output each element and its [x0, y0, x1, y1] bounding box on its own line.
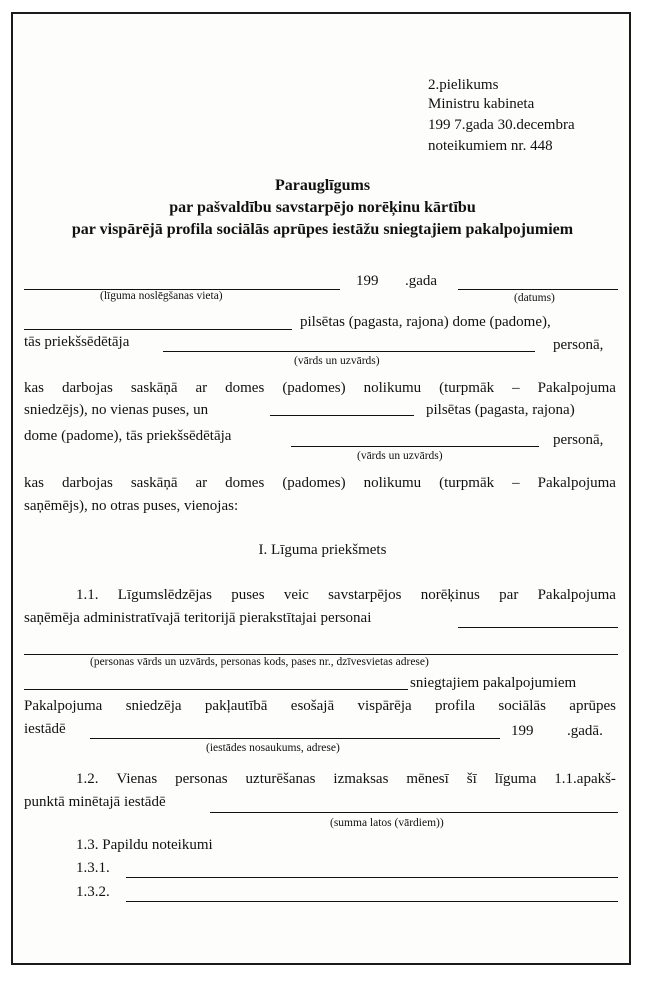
chair-1-name-field[interactable]: [163, 351, 535, 352]
institution-field[interactable]: [90, 738, 500, 739]
name-caption-2: (vārds un uzvārds): [357, 450, 443, 462]
sum-field[interactable]: [210, 812, 618, 813]
clause-1-3-heading: 1.3. Papildu noteikumi: [76, 837, 213, 853]
document-subtitle-1: par pašvaldību savstarpējo norēķinu kārtību: [169, 199, 476, 216]
cabinet-label: Ministru kabineta: [428, 96, 535, 112]
acts-1-line-b-right: pilsētas (pagasta, rajona): [426, 402, 575, 418]
section-1-heading: I. Līguma priekšmets: [258, 542, 387, 558]
appendix-label: 2.pielikums: [428, 77, 499, 93]
clause-1-2-line-a: 1.2. Vienas personas uzturēšanas izmaksas mēnesī šī līguma 1.1.apakš-: [76, 771, 616, 787]
services-label: sniegtajiem pakalpojumiem: [410, 675, 577, 691]
council-1-label: pilsētas (pagasta, rajona) dome (padome),: [300, 314, 551, 330]
institution-year-suffix: .gadā.: [567, 723, 603, 739]
person-field-a[interactable]: [458, 627, 618, 628]
person-caption: (personas vārds un uzvārds, personas kods, pases nr., dzīvesvietas adrese): [90, 656, 429, 668]
acts-2-line-a: kas darbojas saskāņā ar domes (padomes) nolikumu (turpmāk – Pakalpojuma: [24, 475, 616, 491]
institution-label: iestādē: [24, 721, 66, 737]
institution-year-prefix: 199: [511, 723, 534, 739]
sum-caption: (summa latos (vārdiem)): [330, 817, 444, 829]
council-1-field[interactable]: [24, 329, 292, 330]
year-prefix: 199: [356, 273, 379, 289]
clause-1-3-1-field[interactable]: [126, 877, 618, 878]
person-field-c[interactable]: [24, 689, 408, 690]
date-caption: (datums): [514, 292, 555, 304]
place-caption: (līguma noslēgšanas vieta): [100, 290, 223, 302]
decree-date: 199 7.gada 30.decembra: [428, 117, 575, 133]
clause-1-1-line-b: saņēmēja administratīvajā teritorijā pierakstītajai personai: [24, 610, 372, 626]
council-2-label: dome (padome), tās priekšsēdētāja: [24, 428, 232, 444]
person-field-b[interactable]: [24, 654, 618, 655]
clause-1-1-line-c: Pakalpojuma sniedzēja pakļautībā esošajā vispārēja profila sociālās aprūpes: [24, 698, 616, 714]
decree-number: noteikumiem nr. 448: [428, 138, 553, 154]
clause-1-1-line-a: 1.1. Līgumslēdzējas puses veic savstarpējos norēķinus par Pakalpojuma: [76, 587, 616, 603]
document-subtitle-2: par vispārējā profila sociālās aprūpes iestāžu sniegtajiem pakalpojumiem: [71, 221, 574, 238]
acts-1-line-a: kas darbojas saskāņā ar domes (padomes) nolikumu (turpmāk – Pakalpojuma: [24, 380, 616, 396]
person-1-label: personā,: [553, 337, 604, 353]
document-title: Parauglīgums: [274, 177, 371, 194]
acts-1-line-b-left: sniedzējs), no vienas puses, un: [24, 402, 209, 418]
clause-1-3-2-field[interactable]: [126, 901, 618, 902]
clause-1-3-2-label: 1.3.2.: [76, 884, 110, 900]
year-suffix: .gada: [405, 273, 438, 289]
date-field[interactable]: [458, 289, 618, 290]
acts-2-line-b: saņēmējs), no otras puses, vienojas:: [24, 498, 239, 514]
clause-1-2-line-b: punktā minētajā iestādē: [24, 794, 166, 810]
chair-2-name-field[interactable]: [291, 446, 539, 447]
clause-1-3-1-label: 1.3.1.: [76, 860, 110, 876]
council-2-field[interactable]: [270, 415, 414, 416]
name-caption-1: (vārds un uzvārds): [294, 355, 380, 367]
person-2-label: personā,: [553, 432, 604, 448]
chair-1-label: tās priekšsēdētāja: [24, 334, 130, 350]
institution-caption: (iestādes nosaukums, adrese): [206, 742, 340, 754]
